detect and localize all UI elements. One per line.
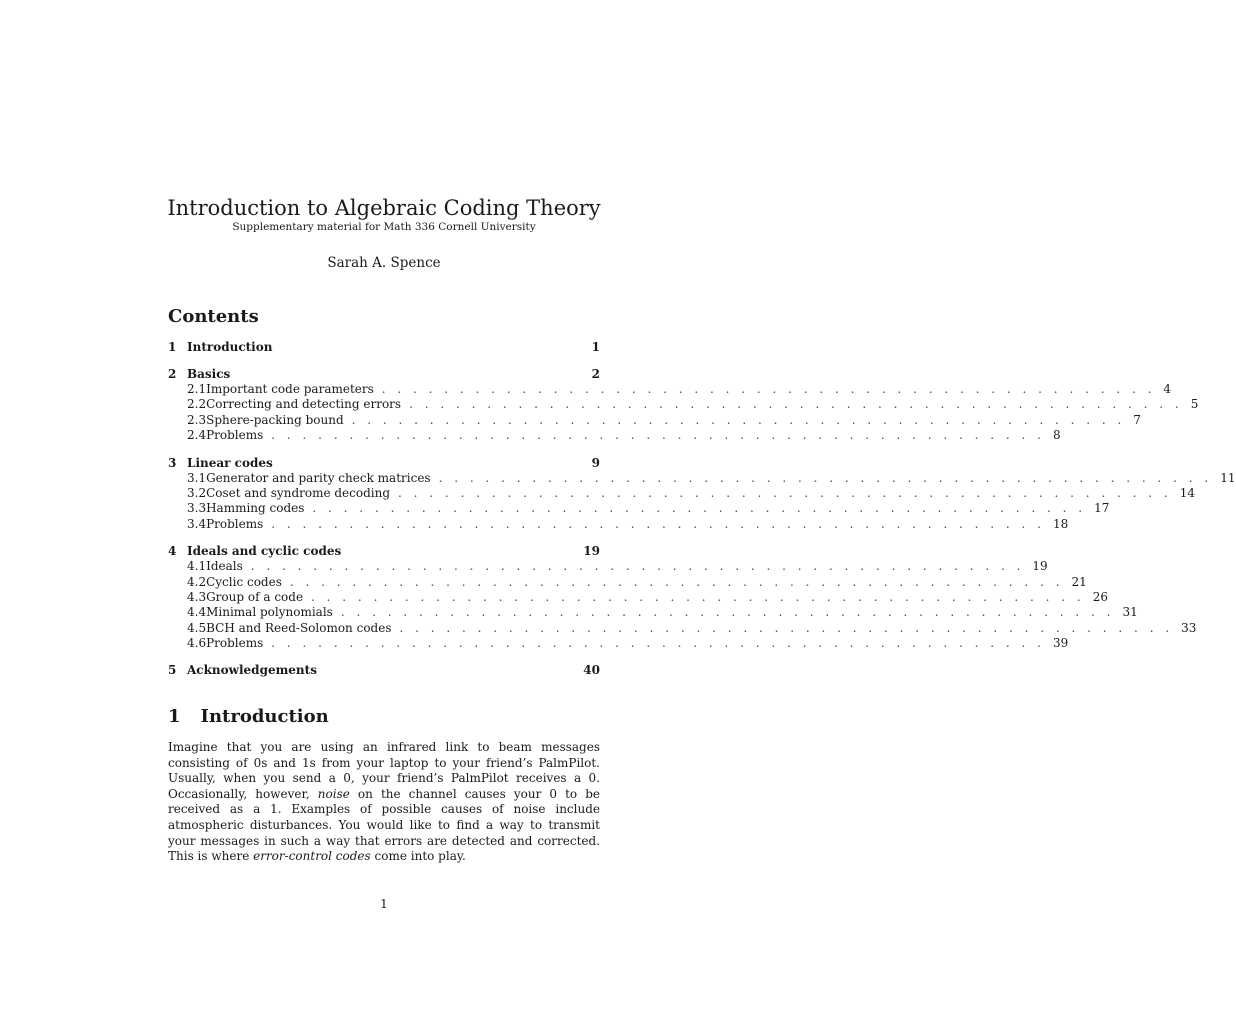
toc-subsection-page: 33 xyxy=(1181,620,1197,635)
table-of-contents xyxy=(168,339,1236,678)
toc-dot-leader: . . . . . . . . . . . . . . . . . . . . . . . . . . . . . . . . . . . . . . . . . . . . . . . . . . xyxy=(250,559,1025,574)
toc-subsection-number: 2.2 xyxy=(187,397,207,412)
toc-subsection-title: Sphere-packing bound xyxy=(206,412,344,427)
toc-section-title: Acknowledgements xyxy=(187,663,317,678)
toc-section-row xyxy=(168,543,600,559)
toc-section-title: Ideals and cyclic codes xyxy=(187,544,342,559)
toc-dot-leader: . . . . . . . . . . . . . . . . . . . . . . . . . . . . . . . . . . . . . . . . . . . . . . . . . . xyxy=(271,636,1045,651)
toc-subsection-row xyxy=(168,397,1199,412)
toc-section-number: 2 xyxy=(168,367,177,381)
toc-subsection-row xyxy=(168,382,1172,397)
toc-subsection-number: 4.2 xyxy=(187,574,207,589)
paragraph-text: come into play. xyxy=(370,849,466,864)
toc-section-title: Basics xyxy=(187,367,231,381)
toc-subsection-page: 26 xyxy=(1092,589,1108,604)
toc-dot-leader: . . . . . . . . . . . . . . . . . . . . . . . . . . . . . . . . . . . . . . . . . . . . . . . . . . xyxy=(381,382,1156,396)
document-author: Sarah A. Spence xyxy=(327,255,441,271)
paragraph-text: on the channel causes your 0 to be received as a 1. Examples of possible causes of noise include atmospheric disturbances. You would like to find a way to transmit your messages in such a way that errors are detected and corrected. This is where xyxy=(168,786,600,864)
toc-subsection-number: 4.3 xyxy=(187,589,207,604)
toc-section-page: 19 xyxy=(583,544,600,559)
toc-subsection-row xyxy=(168,605,1138,620)
intro-paragraph xyxy=(168,740,600,865)
toc-section-title: Introduction xyxy=(187,340,273,354)
toc-dot-leader: . . . . . . . . . . . . . . . . . . . . . . . . . . . . . . . . . . . . . . . . . . . . . . . . . . xyxy=(399,620,1174,635)
toc-subsection-title: Cyclic codes xyxy=(206,574,282,589)
toc-dot-leader: . . . . . . . . . . . . . . . . . . . . . . . . . . . . . . . . . . . . . . . . . . . . . . . . . . xyxy=(289,574,1064,589)
toc-subsection-number: 3.2 xyxy=(187,485,207,500)
toc-subsection-number: 4.5 xyxy=(187,620,207,635)
toc-subsection-title: Hamming codes xyxy=(206,501,305,516)
toc-subsection-row xyxy=(168,620,1197,636)
toc-subsection-title: Problems xyxy=(206,428,264,443)
toc-subsection-title: Correcting and detecting errors xyxy=(206,397,402,412)
toc-subsection-row xyxy=(168,501,1110,516)
toc-dot-leader: . . . . . . . . . . . . . . . . . . . . . . . . . . . . . . . . . . . . . . . . . . . . . . . . . . xyxy=(398,485,1172,500)
toc-subsection-title: BCH and Reed-Solomon codes xyxy=(206,620,392,635)
toc-section-number: 5 xyxy=(168,663,177,678)
toc-subsection-row xyxy=(168,636,1069,651)
toc-subsection-title: Group of a code xyxy=(206,589,304,604)
toc-subsection-page: 21 xyxy=(1071,574,1087,589)
toc-subsection-row xyxy=(168,516,1069,532)
toc-subsection-number: 3.3 xyxy=(187,501,207,516)
toc-dot-leader: . . . . . . . . . . . . . . . . . . . . . . . . . . . . . . . . . . . . . . . . . . . . . . . . . . xyxy=(271,516,1045,531)
toc-subsection-page: 5 xyxy=(1190,397,1199,412)
paragraph-text: Imagine that you are using an infrared link to beam messages consisting of 0s and 1s from your laptop to your friend’s PalmPilot. Usually, when you send a 0, your friend’s PalmPilot receives a 0. Occasionally, however, xyxy=(168,740,600,801)
toc-dot-leader: . . . . . . . . . . . . . . . . . . . . . . . . . . . . . . . . . . . . . . . . . . . . . . . . . . xyxy=(311,589,1085,604)
document-title: Introduction to Algebraic Coding Theory xyxy=(167,196,601,220)
toc-subsection-number: 3.1 xyxy=(187,470,207,485)
toc-subsection-page: 19 xyxy=(1032,559,1048,574)
toc-subsection-row xyxy=(168,485,1195,501)
toc-dot-leader: . . . . . . . . . . . . . . . . . . . . . . . . . . . . . . . . . . . . . . . . . . . . . . . . . . xyxy=(438,470,1213,485)
toc-subsection-number: 2.3 xyxy=(187,412,207,427)
toc-subsection-row xyxy=(168,589,1108,605)
toc-subsection-page: 11 xyxy=(1220,470,1236,485)
toc-dot-leader: . . . . . . . . . . . . . . . . . . . . . . . . . . . . . . . . . . . . . . . . . . . . . . . . . . xyxy=(351,412,1126,427)
toc-subsection-number: 2.1 xyxy=(187,382,207,396)
toc-subsection-number: 2.4 xyxy=(187,428,207,443)
section-number: 1 xyxy=(168,706,181,727)
toc-section-page: 2 xyxy=(591,367,600,381)
toc-subsection-row xyxy=(168,574,1087,590)
toc-dot-leader: . . . . . . . . . . . . . . . . . . . . . . . . . . . . . . . . . . . . . . . . . . . . . . . . . . xyxy=(312,501,1087,516)
toc-subsection-page: 31 xyxy=(1122,605,1138,620)
toc-subsection-page: 39 xyxy=(1052,636,1069,651)
toc-section-page: 1 xyxy=(591,340,600,354)
toc-subsection-title: Problems xyxy=(206,516,264,531)
toc-subsection-row xyxy=(168,412,1141,428)
document-subtitle: Supplementary material for Math 336 Cornell University xyxy=(232,221,536,233)
toc-subsection-number: 3.4 xyxy=(187,516,207,531)
toc-subsection-page: 17 xyxy=(1094,501,1110,516)
toc-dot-leader: . . . . . . . . . . . . . . . . . . . . . . . . . . . . . . . . . . . . . . . . . . . . . . . . . . xyxy=(340,605,1115,620)
toc-section-number: 1 xyxy=(168,340,177,354)
toc-section-row xyxy=(168,662,600,678)
contents-heading: Contents xyxy=(168,306,259,327)
toc-section-row xyxy=(168,455,600,471)
toc-section-number: 4 xyxy=(168,544,177,559)
page-number: 1 xyxy=(380,897,388,911)
emphasis-error-control-codes: error-control codes xyxy=(253,849,371,864)
emphasis-noise: noise xyxy=(317,786,350,801)
toc-dot-leader: . . . . . . . . . . . . . . . . . . . . . . . . . . . . . . . . . . . . . . . . . . . . . . . . . . xyxy=(271,428,1045,443)
toc-subsection-page: 7 xyxy=(1133,412,1141,427)
toc-section-row xyxy=(168,366,600,382)
toc-subsection-page: 14 xyxy=(1179,485,1195,500)
toc-subsection-row xyxy=(168,428,1061,443)
toc-subsection-title: Ideals xyxy=(206,559,243,574)
toc-section-page: 40 xyxy=(583,663,600,678)
toc-subsection-page: 18 xyxy=(1052,516,1069,531)
toc-section-row xyxy=(168,339,600,355)
toc-subsection-title: Problems xyxy=(206,636,264,651)
toc-section-page: 9 xyxy=(591,455,600,470)
toc-subsection-number: 4.4 xyxy=(187,605,207,620)
toc-subsection-title: Minimal polynomials xyxy=(206,605,333,620)
toc-subsection-page: 8 xyxy=(1052,428,1061,443)
section-heading xyxy=(168,706,329,727)
toc-dot-leader: . . . . . . . . . . . . . . . . . . . . . . . . . . . . . . . . . . . . . . . . . . . . . . . . . . xyxy=(409,397,1183,412)
section-title: Introduction xyxy=(200,706,329,727)
toc-section-title: Linear codes xyxy=(187,455,273,470)
toc-subsection-title: Generator and parity check matrices xyxy=(206,470,431,485)
toc-subsection-row xyxy=(168,559,1048,574)
toc-subsection-number: 4.1 xyxy=(187,559,207,574)
toc-subsection-number: 4.6 xyxy=(187,636,207,651)
toc-section-number: 3 xyxy=(168,455,177,470)
toc-subsection-page: 4 xyxy=(1163,382,1172,396)
toc-subsection-title: Important code parameters xyxy=(206,382,374,396)
toc-subsection-title: Coset and syndrome decoding xyxy=(206,485,391,500)
toc-subsection-row xyxy=(168,470,1236,486)
